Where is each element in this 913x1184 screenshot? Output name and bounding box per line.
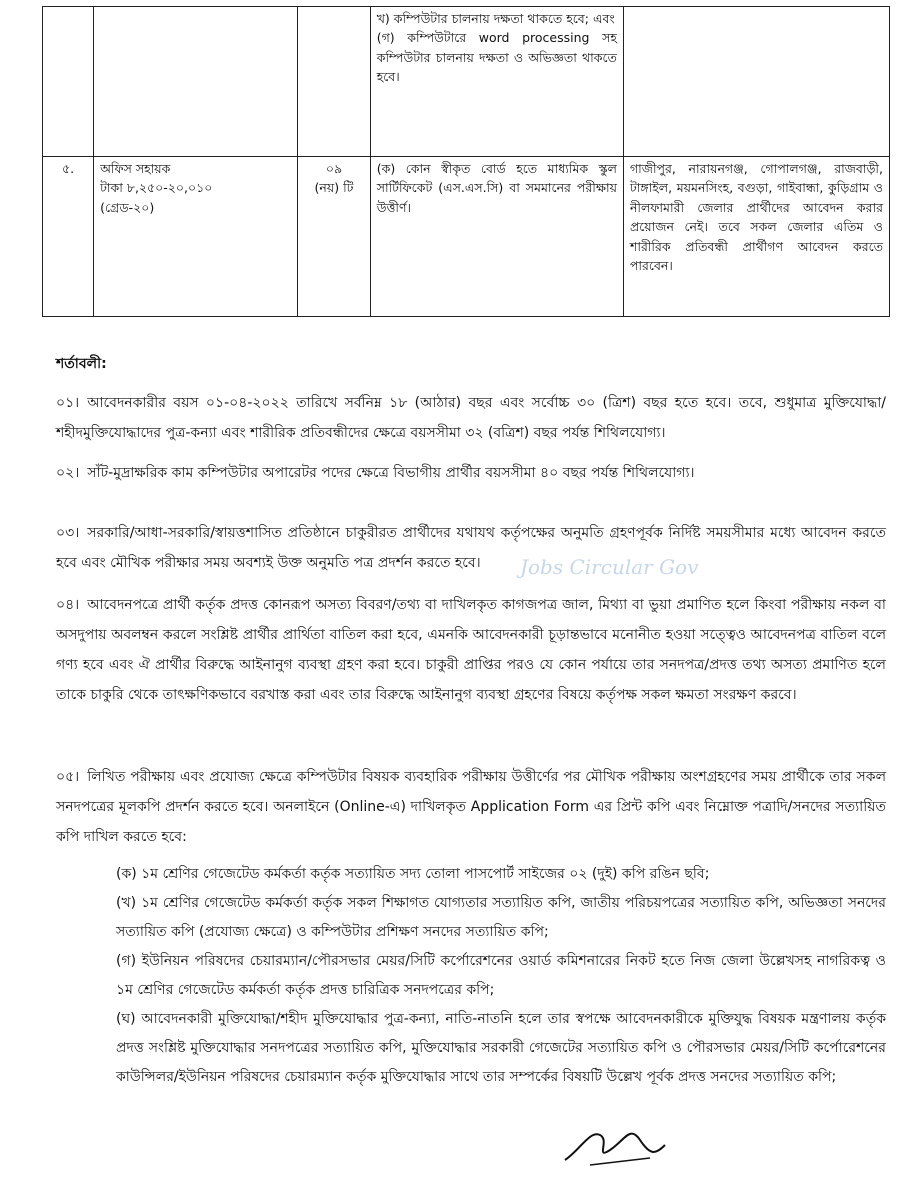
conditions-heading: শর্তাবলী: xyxy=(56,356,107,372)
table-cell xyxy=(623,7,889,157)
table-row xyxy=(43,157,890,317)
list-item: (ক) ১ম শ্রেণির গেজেটেড কর্মকর্তা কর্তৃক সত্যায়িত সদ্য তোলা পাসপোর্ট সাইজের ০২ (দুই) কপি রঙিন ছবি; xyxy=(116,866,710,882)
qualification-cell: (ক) কোন স্বীকৃত বোর্ড হতে মাধ্যমিক স্কুল সার্টিফিকেট (এস.এস.সি) বা সমমানের পরীক্ষায় উত্তীর্ণ। xyxy=(370,157,623,317)
condition-text: সরকারি/আধা-সরকারি/স্বায়ত্তশাসিত প্রতিষ্ঠানে চাকুরীরত প্রার্থীদের যথাযথ কর্তৃপক্ষের অনুমতি গ্রহণপূর্বক নির্দিষ্ট সময়সীমার মধ্যে আবেদন করতে হবে এবং মৌখিক পরীক্ষার সময় অবশ্যই উক্ত অনুমতি পত্র প্রদর্শন করতে হবে। xyxy=(56,525,886,571)
district-note-cell: গাজীপুর, নারায়নগঞ্জ, গোপালগঞ্জ, রাজবাড়ী, টাঙ্গাইল, ময়মনসিংহ, বগুড়া, গাইবান্ধা, কুড়িগ্রাম ও নীলফামারী জেলার প্রার্থীদের আবেদন করার প্রয়োজন নেই। তবে সকল জেলার এতিম ও শারীরিক প্রতিবন্ধী প্রার্থীগণ আবেদন করতে পারবেন। xyxy=(623,157,889,317)
list-item: (গ) ইউনিয়ন পরিষদের চেয়ারম্যান/পৌরসভার মেয়র/সিটি কর্পোরেশনের ওয়ার্ড কমিশনারের নিকট হতে নিজ জেলা উল্লেখসহ নাগরিকত্ব ও ১ম শ্রেণির গেজেটেড কর্মকর্তা কর্তৃক প্রদত্ত চারিত্রিক সনদপত্রের কপি; xyxy=(116,953,886,998)
count-number: ০৯ xyxy=(325,161,343,176)
serial-cell: ৫. xyxy=(43,157,94,317)
condition-number: ০৫। xyxy=(56,769,80,785)
count-word: (নয়) টি xyxy=(314,180,354,196)
table-cell xyxy=(298,7,370,157)
condition-item xyxy=(56,518,886,578)
table-cell xyxy=(43,7,94,157)
count-cell xyxy=(298,157,370,317)
list-item: (খ) ১ম শ্রেণির গেজেটেড কর্মকর্তা কর্তৃক সকল শিক্ষাগত যোগ্যতার সত্যায়িত কপি, জাতীয় পরিচয়পত্রের সত্যায়িত কপি, অভিজ্ঞতা সনদের সত্যায়িত কপি (প্রযোজ্য ক্ষেত্রে) ও কম্পিউটার প্রশিক্ষণ সনদের সত্যায়িত কপি; xyxy=(116,895,886,940)
condition-item xyxy=(56,458,886,488)
post-cell xyxy=(94,157,298,317)
table-cell xyxy=(94,7,298,157)
post-grade: (গ্রেড-২০) xyxy=(100,199,155,215)
condition-text: সাঁট-মুদ্রাক্ষরিক কাম কম্পিউটার অপারেটর পদের ক্ষেত্রে বিভাগীয় প্রার্থীর বয়সসীমা ৪০ বছর পর্যন্ত শিথিলযোগ্য। xyxy=(87,465,695,481)
signature-icon xyxy=(560,1120,670,1170)
post-title: অফিস সহায়ক xyxy=(100,161,171,176)
qualification-cell xyxy=(370,7,623,157)
post-pay: টাকা ৮,২৫০-২০,০১০ xyxy=(100,180,213,196)
watermark: Jobs Circular Gov xyxy=(520,555,699,579)
condition-text: আবেদনকারীর বয়স ০১-০৪-২০২২ তারিখে সর্বনিম্ন ১৮ (আঠার) বছর এবং সর্বোচ্চ ৩০ (ত্রিশ) বছর হতে হবে। তবে, শুধুমাত্র মুক্তিযোদ্ধা/শহীদমুক্তিযোদ্ধাদের পুত্র-কন্যা এবং শারীরিক প্রতিবন্ধীদের ক্ষেত্রে বয়সসীমা ৩২ (বত্রিশ) বছর পর্যন্ত শিথিলযোগ্য। xyxy=(56,395,886,441)
condition-text: আবেদনপত্রে প্রার্থী কর্তৃক প্রদত্ত কোনরূপ অসত্য বিবরণ/তথ্য বা দাখিলকৃত কাগজপত্র জাল, মিথ্যা বা ভুয়া প্রমাণিত হলে কিংবা পরীক্ষায় নকল বা অসদুপায় অবলম্বন করলে সংশ্লিষ্ট প্রার্থীর প্রার্থিতা বাতিল করা হবে, এমনকি আবেদনকারী চূড়ান্তভাবে মনোনীত হওয়া সত্ত্বেও আবেদনপত্র বাতিল বলে গণ্য হবে এবং ঐ প্রার্থীর বিরুদ্ধে আইনানুগ ব্যবস্থা গ্রহণ করা হবে। চাকুরী প্রাপ্তির পরও যে কোন পর্যায়ে তার সনদপত্র/প্রদত্ত তথ্য অসত্য প্রমাণিত হলে তাকে চাকুরি থেকে তাৎক্ষণিকভাবে বরখাস্ত করা এবং তার বিরুদ্ধে আইনানুগ ব্যবস্থা গ্রহণের বিষয়ে কর্তৃপক্ষ সকল ক্ষমতা সংরক্ষণ করবে। xyxy=(56,597,886,703)
table-row xyxy=(43,7,890,157)
list-item: (ঘ) আবেদনকারী মুক্তিযোদ্ধা/শহীদ মুক্তিযোদ্ধার পুত্র-কন্যা, নাতি-নাতনি হলে তার স্বপক্ষে আবেদনকারীকে মুক্তিযুদ্ধ বিষয়ক মন্ত্রণালয় কর্তৃক প্রদত্ত সংশ্লিষ্ট মুক্তিযোদ্ধার সনদপত্রের সত্যায়িত কপি, মুক্তিযোদ্ধার সরকারী গেজেটের সত্যায়িত কপি ও পৌরসভার মেয়র/সিটি কর্পোরেশনের কাউন্সিলর/ইউনিয়ন পরিষদের চেয়ারম্যান কর্তৃক মুক্তিযোদ্ধার সাথে তার সম্পর্কের বিষয়টি উল্লেখ পূর্বক প্রদত্ত সনদের সত্যায়িত কপি; xyxy=(116,1011,886,1085)
condition-text: লিখিত পরীক্ষায় এবং প্রযোজ্য ক্ষেত্রে কম্পিউটার বিষয়ক ব্যবহারিক পরীক্ষায় উত্তীর্ণের পর মৌখিক পরীক্ষায় অংশগ্রহণের সময় প্রার্থীকে তার সকল সনদপত্রের মূলকপি প্রদর্শন করতে হবে। অনলাইনে (Online-এ) দাখিলকৃত Application Form এর প্রিন্ট কপি এবং নিম্নোক্ত পত্রাদি/সনদের সত্যায়িত কপি দাখিল করতে হবে: xyxy=(56,769,886,845)
condition-number: ০৪। xyxy=(56,597,80,613)
job-table xyxy=(42,6,890,317)
condition-item xyxy=(56,590,886,710)
condition-item xyxy=(56,762,886,852)
qualification-line: খ) কম্পিউটার চালনায় দক্ষতা থাকতে হবে; এবং xyxy=(376,11,615,26)
condition-item xyxy=(56,388,886,448)
condition-number: ০১। xyxy=(56,395,80,411)
condition-number: ০২। xyxy=(56,465,80,481)
document-list xyxy=(56,860,886,1092)
qualification-line: (গ) কম্পিউটারে word processing সহ কম্পিউটার চালনায় দক্ষতা ও অভিজ্ঞতা থাকতে হবে। xyxy=(376,30,617,85)
condition-number: ০৩। xyxy=(56,525,80,541)
